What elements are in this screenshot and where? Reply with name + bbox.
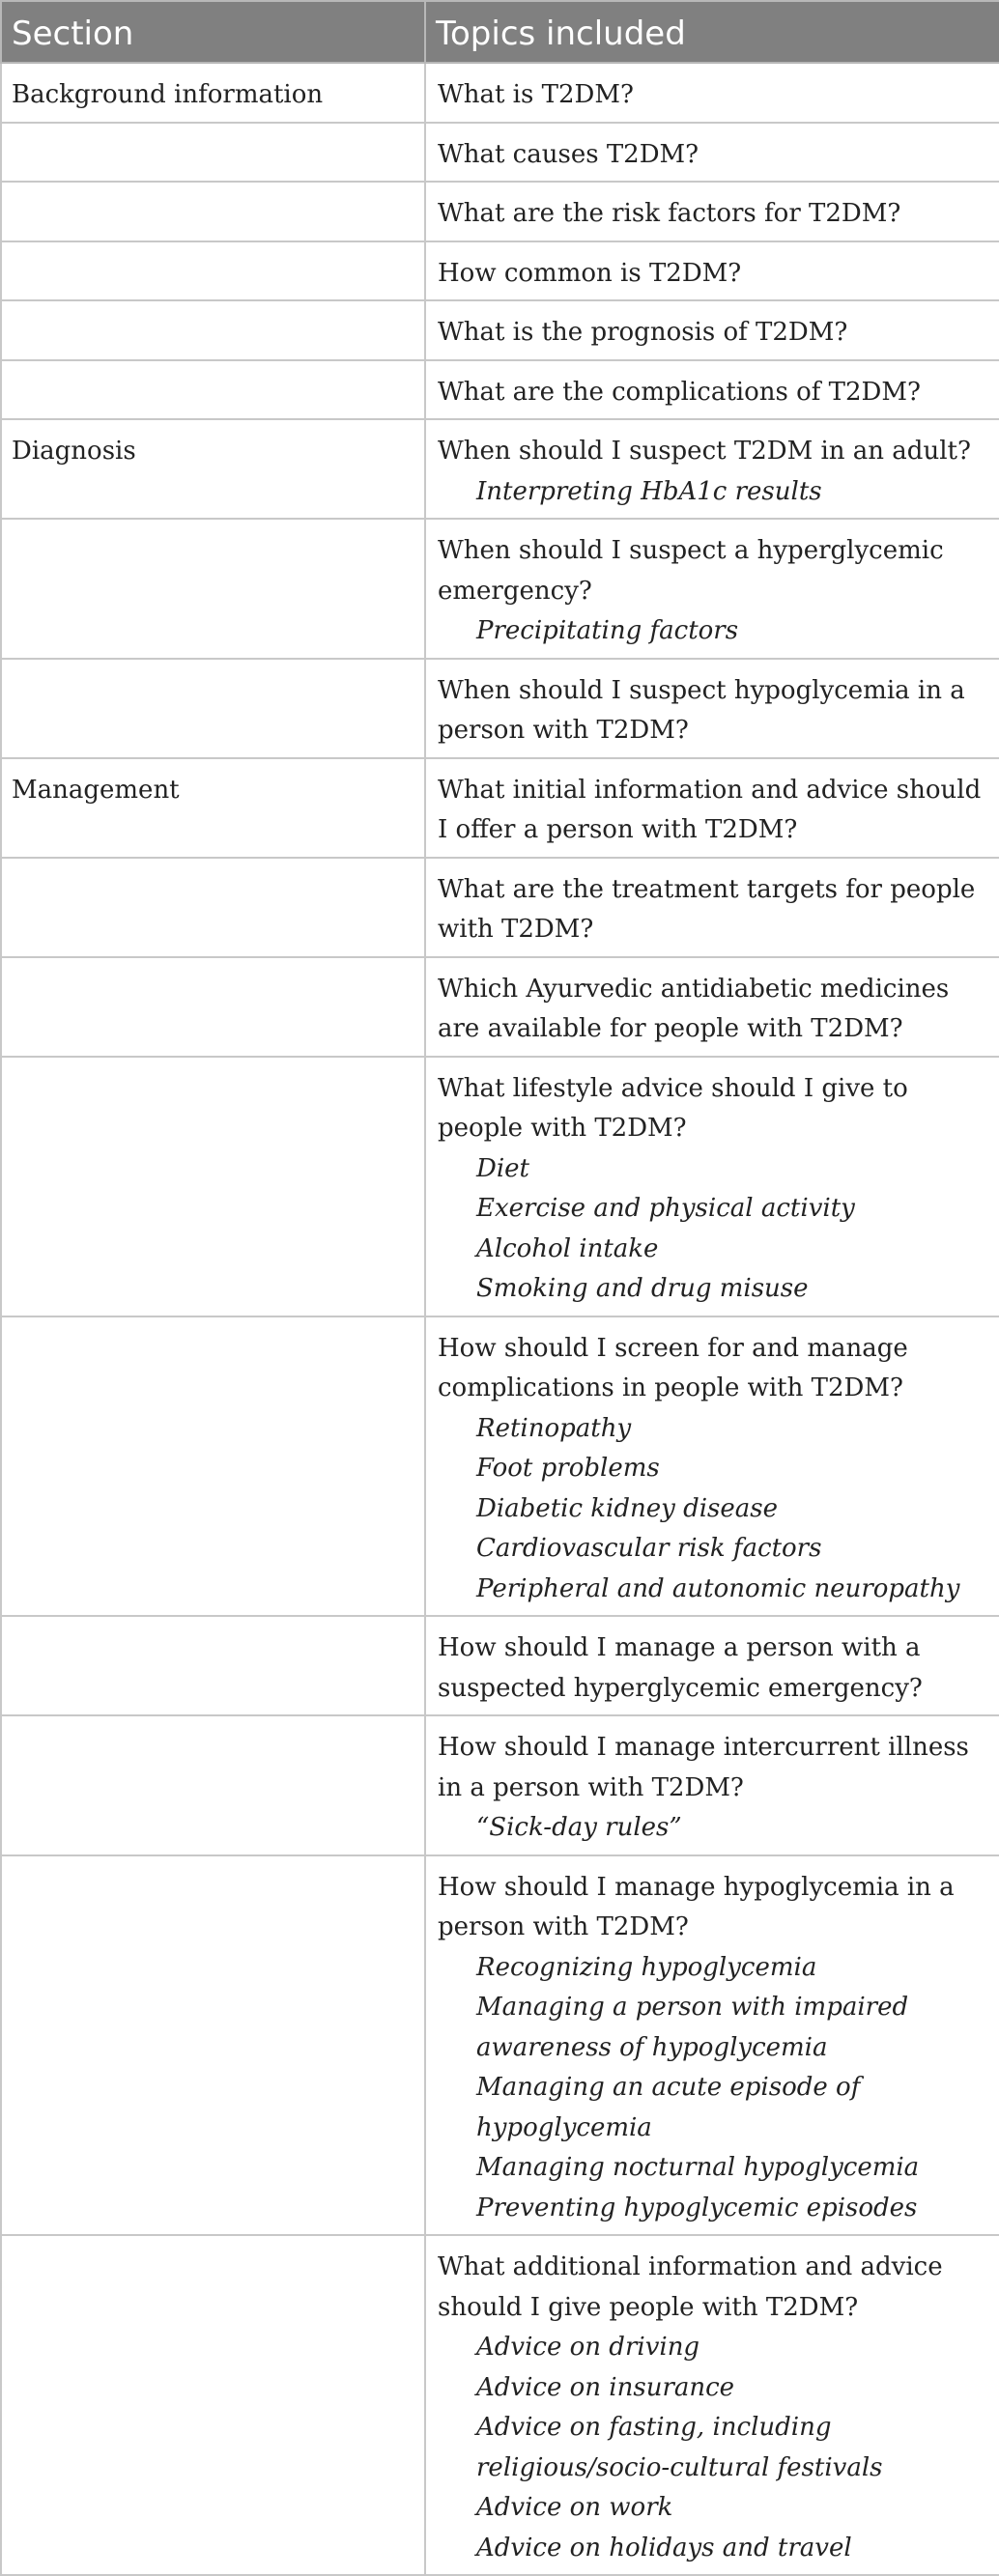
topic-question: How common is T2DM? (438, 258, 742, 288)
topics-cell (425, 182, 999, 241)
subtopic: Advice on driving (476, 2333, 700, 2362)
section-cell (1, 1057, 425, 1316)
topics-cell (425, 659, 999, 758)
section-cell: Background information (1, 63, 425, 123)
table-body (1, 63, 999, 2575)
topic-question: When should I suspect a hyperglycemic emergency? (438, 536, 944, 606)
topic-question: What additional information and advice should I give people with T2DM? (438, 2252, 943, 2322)
topic-question: Which Ayurvedic antidiabetic medicines are available for people with T2DM? (438, 974, 950, 1043)
table-row (1, 2235, 999, 2575)
section-cell (1, 1616, 425, 1715)
topic-question: What causes T2DM? (438, 139, 699, 169)
section-cell (1, 957, 425, 1057)
section-cell (1, 241, 425, 301)
topic-question: How should I manage a person with a suspected hyperglycemic emergency? (438, 1633, 923, 1703)
topic-question: What lifestyle advice should I give to people with T2DM? (438, 1073, 908, 1143)
subtopic: Peripheral and autonomic neuropathy (476, 1573, 960, 1603)
table-row (1, 758, 999, 858)
topics-cell (425, 360, 999, 420)
subtopic: Advice on holidays and travel (476, 2533, 852, 2562)
table-row (1, 519, 999, 659)
section-cell (1, 1316, 425, 1617)
section-cell (1, 1715, 425, 1855)
subtopic: Retinopathy (476, 1413, 632, 1443)
topic-question: What are the complications of T2DM? (438, 377, 921, 407)
section-cell (1, 300, 425, 360)
section-cell (1, 360, 425, 420)
topics-cell (425, 519, 999, 659)
subtopic: Preventing hypoglycemic episodes (476, 2193, 918, 2222)
subtopic: Advice on fasting, including religious/socio-cultural festivals (476, 2413, 883, 2482)
topics-cell (425, 2235, 999, 2575)
topic-question: What is the prognosis of T2DM? (438, 318, 848, 347)
subtopic: Alcohol intake (476, 1233, 659, 1263)
subtopic: Managing a person with impaired awareness of hypoglycemia (476, 1993, 909, 2062)
topic-question: When should I suspect T2DM in an adult? (438, 437, 971, 466)
table-row (1, 300, 999, 360)
topic-question: How should I manage hypoglycemia in a person with T2DM? (438, 1872, 955, 1941)
table-row (1, 1855, 999, 2236)
section-cell (1, 1855, 425, 2236)
topics-cell (425, 63, 999, 123)
topic-question: What are the treatment targets for people with T2DM? (438, 874, 976, 944)
topic-question: What initial information and advice should I offer a person with T2DM? (438, 775, 982, 844)
topics-cell (425, 123, 999, 183)
topics-cell (425, 1616, 999, 1715)
subtopic: Advice on work (476, 2493, 673, 2522)
topic-question: What are the risk factors for T2DM? (438, 199, 901, 228)
table-row (1, 1316, 999, 1617)
section-cell: Diagnosis (1, 419, 425, 519)
section-cell (1, 123, 425, 183)
section-cell (1, 519, 425, 659)
topics-cell (425, 957, 999, 1057)
section-cell (1, 182, 425, 241)
table-row (1, 1616, 999, 1715)
table-row (1, 419, 999, 519)
subtopic: Smoking and drug misuse (476, 1274, 809, 1303)
table-row (1, 957, 999, 1057)
subtopic: Diet (476, 1153, 529, 1183)
subtopic: Precipitating factors (476, 616, 739, 645)
table-row (1, 182, 999, 241)
subtopic: Exercise and physical activity (476, 1194, 855, 1223)
subtopic: Managing an acute episode of hypoglycemia (476, 2073, 861, 2142)
table-row (1, 360, 999, 420)
subtopic: Managing nocturnal hypoglycemia (476, 2153, 920, 2182)
subtopic: “Sick-day rules” (476, 1813, 682, 1842)
section-cell: Management (1, 758, 425, 858)
table-row (1, 123, 999, 183)
topic-question: When should I suspect hypoglycemia in a person with T2DM? (438, 675, 965, 745)
topics-cell (425, 1855, 999, 2236)
subtopic: Recognizing hypoglycemia (476, 1952, 817, 1982)
table-row (1, 241, 999, 301)
topics-cell (425, 241, 999, 301)
header-row (1, 1, 999, 63)
subtopic: Interpreting HbA1c results (476, 476, 822, 506)
topics-cell (425, 858, 999, 957)
table-row (1, 858, 999, 957)
section-column-header: Section (1, 1, 425, 63)
table-row (1, 1715, 999, 1855)
topics-cell (425, 419, 999, 519)
topics-cell (425, 1715, 999, 1855)
table-row (1, 1057, 999, 1316)
topics-cell (425, 300, 999, 360)
subtopic: Advice on insurance (476, 2372, 735, 2402)
topic-question: How should I manage intercurrent illness in a person with T2DM? (438, 1733, 969, 1802)
topics-cell (425, 1316, 999, 1617)
topics-cell (425, 1057, 999, 1316)
subtopic: Diabetic kidney disease (476, 1493, 778, 1523)
section-cell (1, 2235, 425, 2575)
section-cell (1, 659, 425, 758)
topic-question: How should I screen for and manage complications in people with T2DM? (438, 1333, 908, 1402)
table-row (1, 659, 999, 758)
topics-cell (425, 758, 999, 858)
subtopic: Cardiovascular risk factors (476, 1534, 822, 1563)
table-row (1, 63, 999, 123)
topics-column-header: Topics included (425, 1, 999, 63)
topic-question: What is T2DM? (438, 80, 634, 109)
subtopic: Foot problems (476, 1454, 660, 1483)
section-cell (1, 858, 425, 957)
